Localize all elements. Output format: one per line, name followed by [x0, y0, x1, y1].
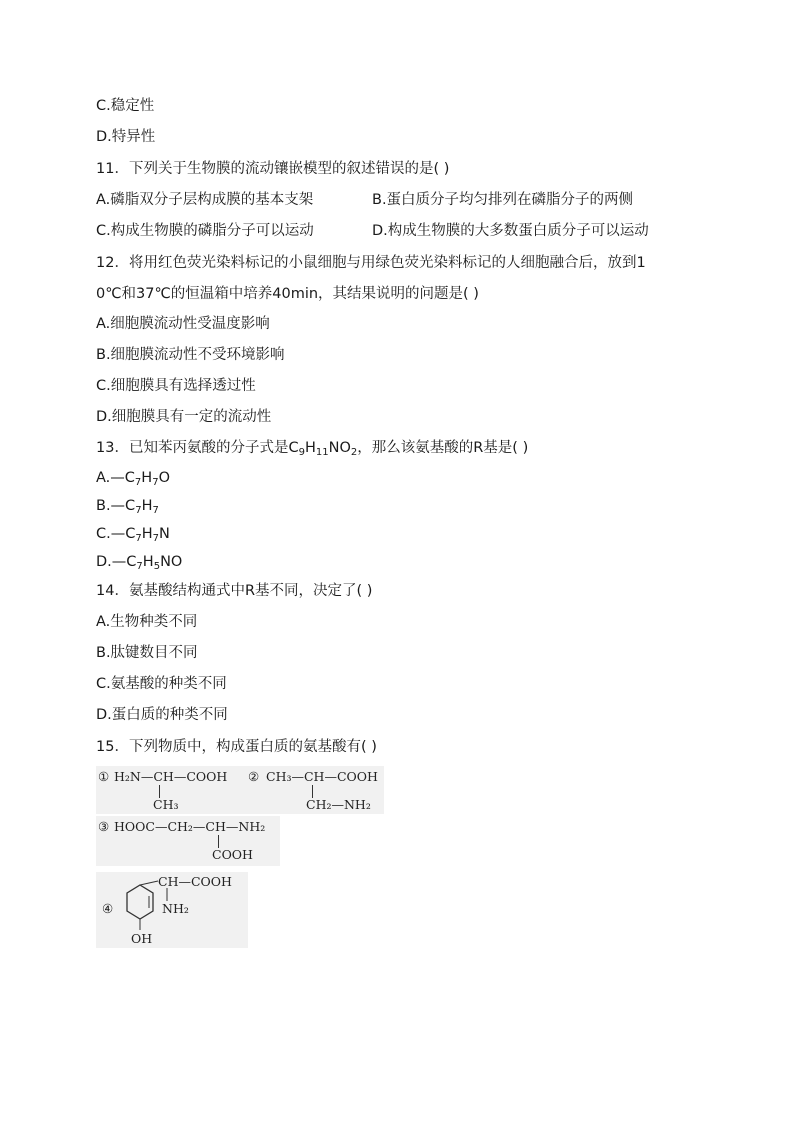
- structure-3-main: HOOC—CH₂—CH—NH₂: [114, 819, 266, 834]
- structure-1-sub: CH₃: [153, 797, 179, 812]
- structure-4-top: CH—COOH: [158, 874, 232, 889]
- option-13-b: $B.—C_7H_7$: [96, 498, 159, 516]
- option-14-b: B.肽键数目不同: [96, 645, 198, 661]
- option-14-a: A.生物种类不同: [96, 614, 198, 630]
- option-14-d: D.蛋白质的种类不同: [96, 707, 228, 723]
- question-12-line1: 12．将用红色荧光染料标记的小鼠细胞与用绿色荧光染料标记的人细胞融合后，放到1: [96, 255, 646, 271]
- line-q10-d: D.特异性: [96, 129, 156, 145]
- structure-4-bottom: OH: [131, 931, 153, 946]
- option-12-d: D.细胞膜具有一定的流动性: [96, 409, 272, 425]
- structure-1-main: H₂N—CH—COOH: [114, 769, 228, 784]
- option-11-c: C.构成生物膜的磷脂分子可以运动: [96, 223, 314, 239]
- option-13-a: $A.—C_7H_7O$: [96, 470, 170, 488]
- structure-2-main: CH₃—CH—COOH: [266, 769, 378, 784]
- structure-4-number: ④: [102, 901, 114, 916]
- structure-figure-1-2: [96, 766, 384, 814]
- structure-2-sub: CH₂—NH₂: [306, 797, 371, 812]
- option-12-c: C.细胞膜具有选择透过性: [96, 378, 256, 394]
- question-14: 14．氨基酸结构通式中R基不同，决定了( ): [96, 583, 373, 599]
- option-12-b: B.细胞膜流动性不受环境影响: [96, 347, 285, 363]
- structure-1-number: ①: [98, 769, 110, 784]
- structure-3-sub: COOH: [212, 847, 253, 862]
- structure-figure-4: [96, 872, 248, 948]
- line-q10-c: C.稳定性: [96, 98, 155, 114]
- option-12-a: A.细胞膜流动性受温度影响: [96, 316, 270, 332]
- option-13-c: $C.—C_7H_7N$: [96, 526, 170, 544]
- structure-3-number: ③: [98, 819, 110, 834]
- question-15: 15．下列物质中，构成蛋白质的氨基酸有( ): [96, 739, 377, 755]
- option-11-d: D.构成生物膜的大多数蛋白质分子可以运动: [372, 223, 649, 239]
- option-11-a: A.磷脂双分子层构成膜的基本支架: [96, 192, 314, 208]
- structure-figure-3: [96, 816, 280, 866]
- option-11-b: B.蛋白质分子均匀排列在磷脂分子的两侧: [372, 192, 634, 208]
- option-13-d: $D.—C_7H_5NO$: [96, 554, 183, 572]
- question-11: 11．下列关于生物膜的流动镶嵌模型的叙述错误的是( ): [96, 161, 450, 177]
- question-12-line2: 0℃和37℃的恒温箱中培养40min，其结果说明的问题是( ): [96, 286, 479, 302]
- option-14-c: C.氨基酸的种类不同: [96, 676, 227, 692]
- structure-2-number: ②: [248, 769, 260, 784]
- question-13: 13．已知苯丙氨酸的分子式是$C_9H_{11}NO_2$，那么该氨基酸的R基是( ): [96, 440, 529, 458]
- structure-4-mid: NH₂: [162, 901, 189, 916]
